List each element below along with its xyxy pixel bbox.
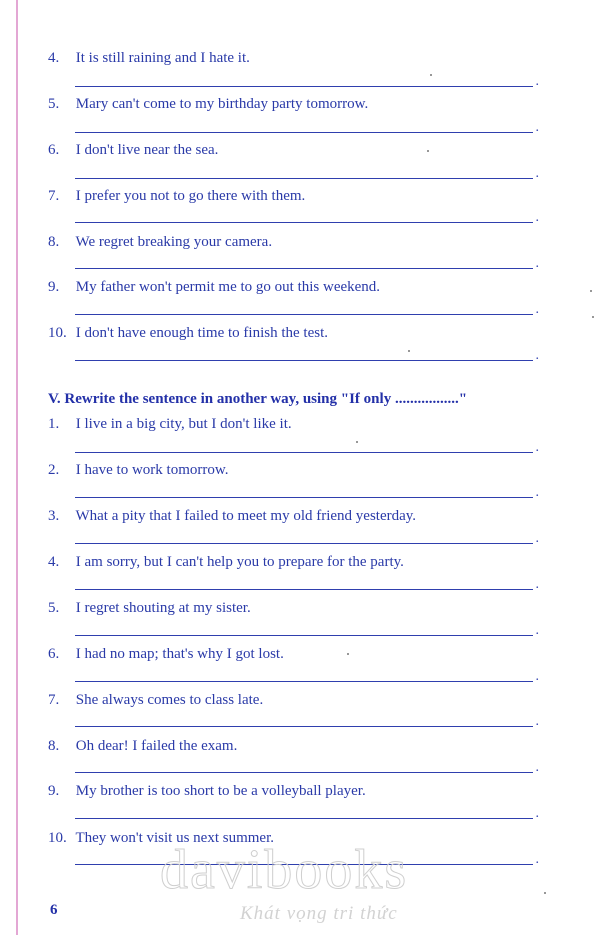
answer-line[interactable]: [75, 360, 533, 361]
answer-line[interactable]: [75, 772, 533, 773]
answer-line[interactable]: [75, 726, 533, 727]
exercise-item: [48, 553, 548, 571]
exercise-item: [48, 645, 548, 663]
exercise-item: [48, 141, 548, 159]
answer-line[interactable]: [75, 818, 533, 819]
item-number: 10.: [48, 830, 67, 846]
item-text: I regret shouting at my sister.: [75, 600, 251, 616]
answer-line[interactable]: [75, 681, 533, 682]
answer-line[interactable]: [75, 132, 533, 133]
item-number: 5.: [48, 96, 60, 112]
answer-line[interactable]: [75, 635, 533, 636]
exercise-item: [48, 233, 548, 251]
answer-line[interactable]: [75, 178, 533, 179]
item-number: 7.: [48, 692, 60, 708]
exercise-item: [48, 95, 548, 113]
item-text: She always comes to class late.: [75, 692, 264, 708]
exercise-item: [48, 49, 548, 67]
scan-speck: [592, 316, 594, 318]
item-text: What a pity that I failed to meet my old friend yesterday.: [75, 508, 417, 524]
item-number: 6.: [48, 646, 60, 662]
exercise-item: [48, 782, 548, 800]
item-number: 8.: [48, 738, 60, 754]
section-heading: V. Rewrite the sentence in another way, using "If only .................": [48, 391, 468, 407]
exercise-item: [48, 737, 548, 755]
item-text: I am sorry, but I can't help you to prepare for the party.: [75, 554, 404, 570]
exercise-item: [48, 415, 548, 433]
exercise-item: [48, 461, 548, 479]
exercise-item: [48, 187, 548, 205]
scan-speck: [356, 441, 358, 443]
watermark-logo: davibooks: [160, 839, 409, 901]
item-text: I prefer you not to go there with them.: [75, 188, 306, 204]
scan-speck: [544, 892, 546, 894]
margin-rule: [16, 0, 18, 935]
item-text: Mary can't come to my birthday party tomorrow.: [75, 96, 369, 112]
item-number: 9.: [48, 279, 60, 295]
answer-line[interactable]: [75, 543, 533, 544]
item-number: 4.: [48, 50, 60, 66]
item-text: It is still raining and I hate it.: [75, 50, 250, 66]
scan-speck: [347, 653, 349, 655]
item-number: 5.: [48, 600, 60, 616]
item-number: 1.: [48, 416, 60, 432]
item-number: 10.: [48, 325, 67, 341]
item-text: I have to work tomorrow.: [75, 462, 229, 478]
answer-line[interactable]: [75, 268, 533, 269]
item-text: I don't have enough time to finish the test.: [75, 325, 328, 341]
item-number: 8.: [48, 234, 60, 250]
item-number: 9.: [48, 783, 60, 799]
page-number: 6: [50, 902, 58, 918]
answer-line[interactable]: [75, 589, 533, 590]
item-text: My brother is too short to be a volleyball player.: [75, 783, 366, 799]
scan-speck: [408, 350, 410, 352]
item-number: 4.: [48, 554, 60, 570]
exercise-item: [48, 324, 548, 342]
item-number: 7.: [48, 188, 60, 204]
exercise-item: [48, 599, 548, 617]
item-text: They won't visit us next summer.: [75, 830, 275, 846]
scan-speck: [430, 74, 432, 76]
exercise-item: [48, 278, 548, 296]
answer-line[interactable]: [75, 452, 533, 453]
scan-speck: [427, 150, 429, 152]
item-number: 2.: [48, 462, 60, 478]
item-number: 6.: [48, 142, 60, 158]
item-text: I don't live near the sea.: [75, 142, 219, 158]
exercise-item: [48, 507, 548, 525]
answer-line[interactable]: [75, 86, 533, 87]
answer-line[interactable]: [75, 497, 533, 498]
scan-speck: [590, 290, 592, 292]
item-text: I had no map; that's why I got lost.: [75, 646, 284, 662]
item-number: 3.: [48, 508, 60, 524]
watermark-tagline: Khát vọng tri thức: [240, 903, 398, 924]
item-text: We regret breaking your camera.: [75, 234, 273, 250]
item-text: Oh dear! I failed the exam.: [75, 738, 238, 754]
item-text: I live in a big city, but I don't like it.: [75, 416, 292, 432]
answer-line[interactable]: [75, 314, 533, 315]
answer-line[interactable]: [75, 222, 533, 223]
exercise-item: [48, 691, 548, 709]
item-text: My father won't permit me to go out this weekend.: [75, 279, 381, 295]
